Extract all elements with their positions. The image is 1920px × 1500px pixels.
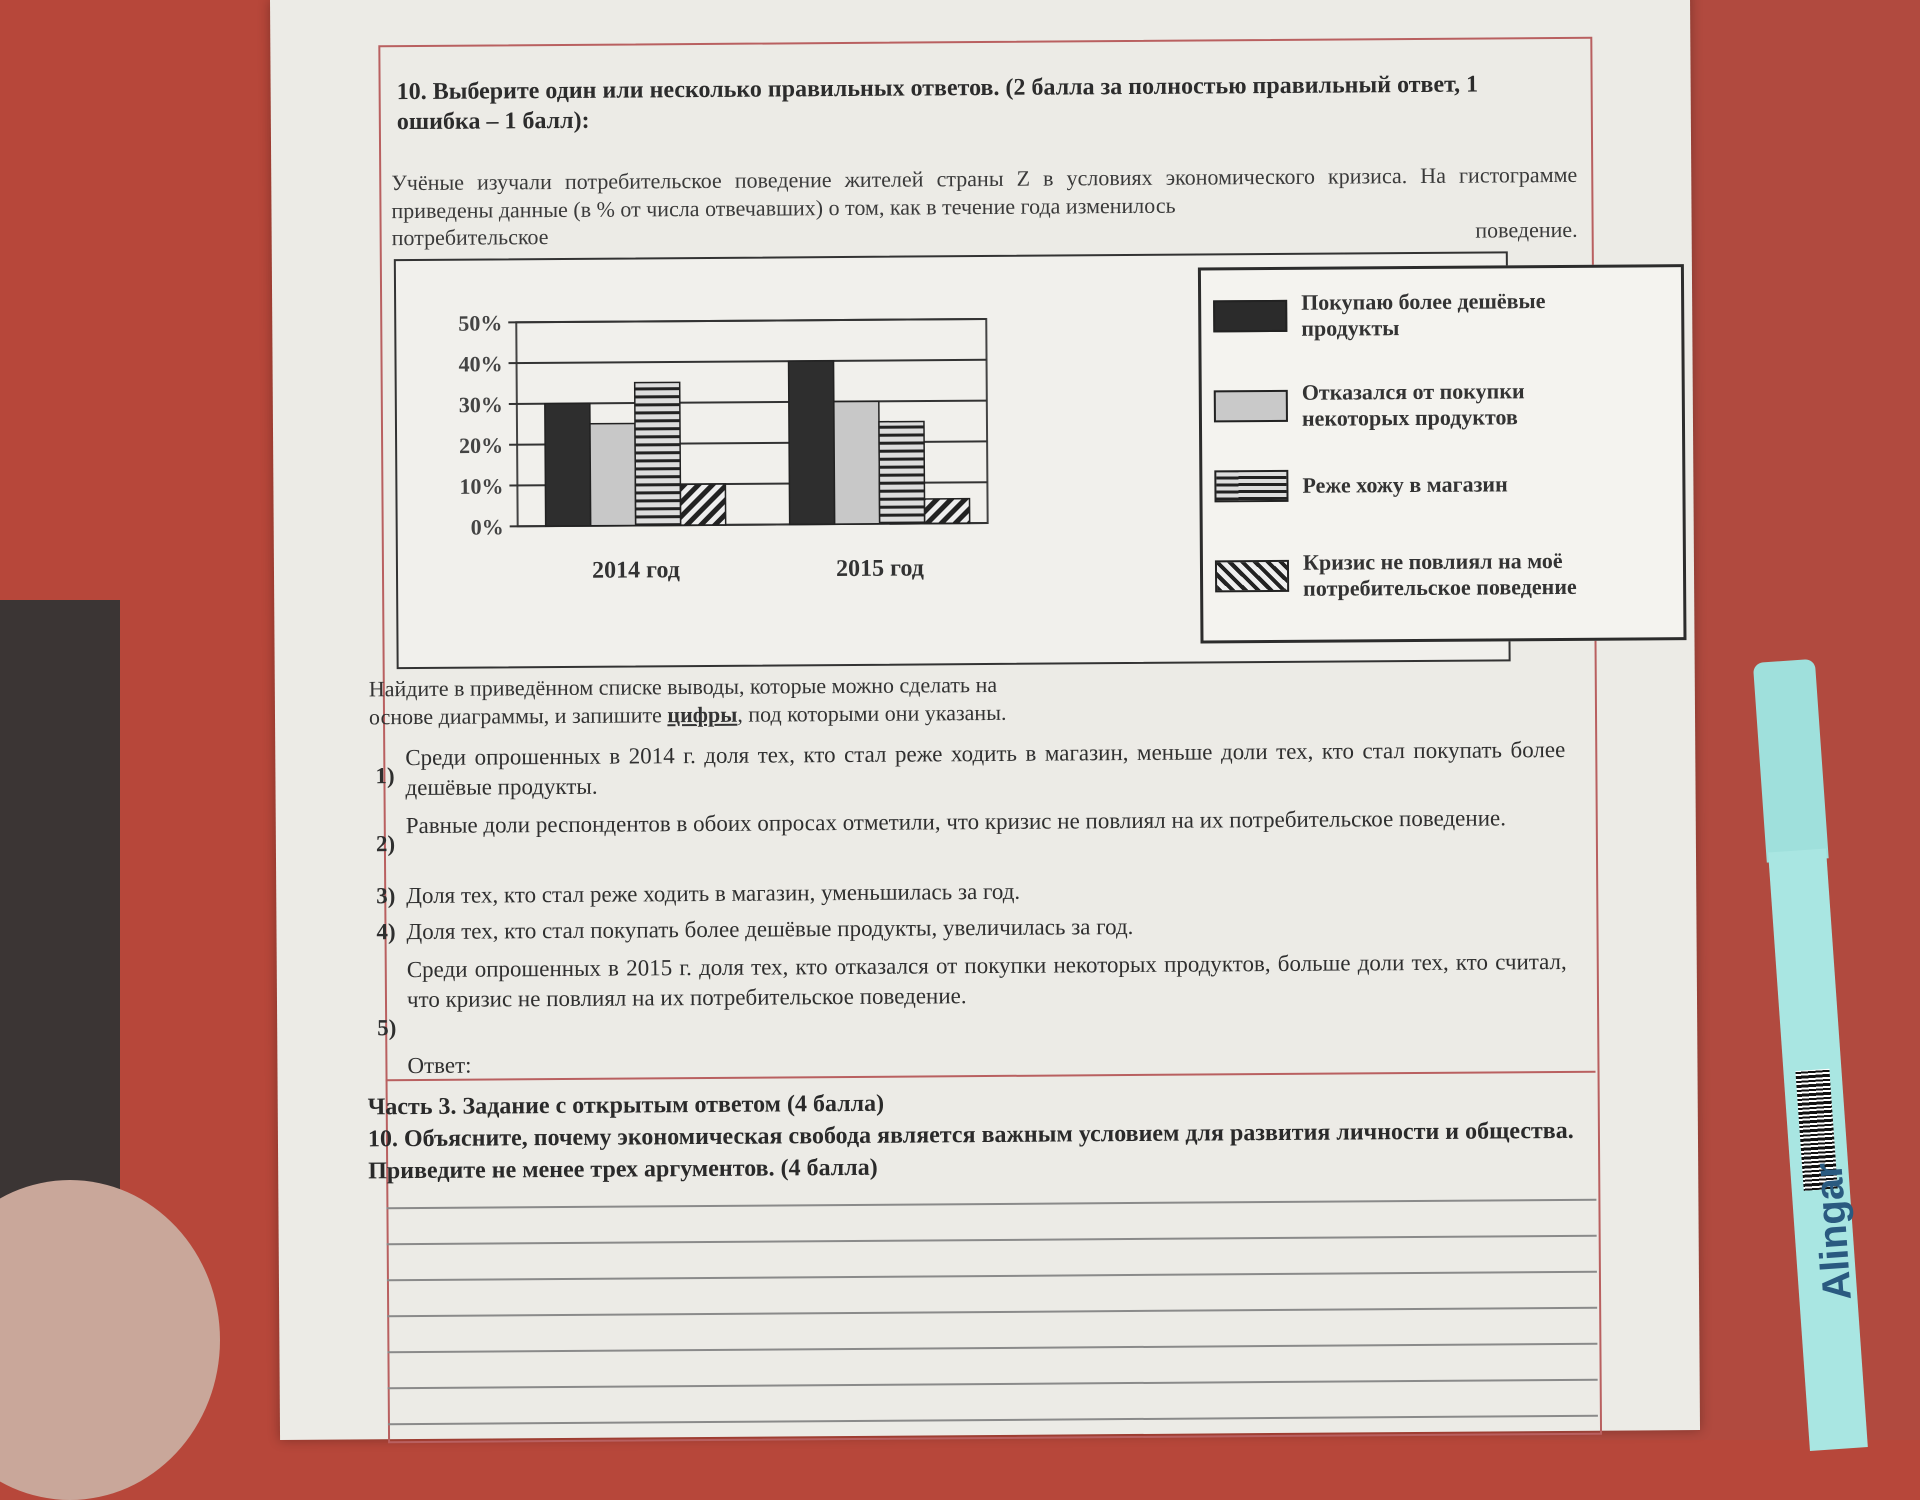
legend-swatch-diagonal bbox=[1215, 560, 1289, 593]
option-number: 4) bbox=[376, 919, 396, 945]
y-tick-label: 20% bbox=[459, 432, 504, 459]
bar bbox=[924, 499, 969, 524]
legend-label: Реже хожу в магазин bbox=[1302, 471, 1508, 498]
option-2 bbox=[376, 803, 1576, 873]
legend-item-no-effect bbox=[1215, 547, 1633, 602]
legend-item-refused bbox=[1214, 378, 1622, 433]
y-tick-label: 0% bbox=[470, 514, 504, 540]
bar bbox=[834, 401, 880, 524]
option-text: Доля тех, кто стал покупать более дешёвые продукты, увеличилась за год. bbox=[406, 913, 1134, 945]
histogram-chart bbox=[396, 256, 1199, 662]
task-line2-bold: цифры bbox=[667, 701, 738, 728]
part3-question: 10. Объясните, почему экономическая свобода является важным условием для развития личности и общества. Приведите не менее трех аргументов. (4 балла) bbox=[367, 1117, 1574, 1185]
gridline bbox=[509, 360, 987, 363]
x-category-label: 2014 год bbox=[592, 557, 680, 584]
option-1 bbox=[375, 735, 1575, 805]
y-tick-label: 50% bbox=[458, 310, 503, 336]
part3-block bbox=[368, 1083, 1609, 1188]
option-text: Равные доли респондентов в обоих опросах отметили, что кризис не повлиял на их потребительское поведение. bbox=[405, 805, 1506, 839]
option-number: 2) bbox=[375, 831, 396, 857]
task-line2-post: , под которыми они указаны. bbox=[737, 699, 1007, 727]
legend-label: Отказался от покупки некоторых продуктов bbox=[1301, 378, 1525, 431]
bar bbox=[635, 382, 681, 525]
gridline bbox=[508, 319, 986, 322]
legend-swatch-striped bbox=[1214, 470, 1288, 503]
y-tick-label: 10% bbox=[459, 473, 504, 499]
intro-left-word: потребительское bbox=[391, 224, 549, 251]
bar bbox=[680, 484, 725, 525]
option-number: 5) bbox=[377, 1015, 397, 1041]
part3-heading: Часть 3. Задание с открытым ответом (4 балла) bbox=[367, 1090, 885, 1121]
option-5 bbox=[377, 947, 1578, 1047]
task-instruction bbox=[369, 667, 1569, 731]
bar bbox=[590, 423, 636, 525]
pen-brand: Alingar bbox=[1806, 1161, 1860, 1302]
legend-swatch-dark bbox=[1213, 300, 1287, 333]
legend-item-less-shopping bbox=[1214, 468, 1622, 503]
x-category-label: 2015 год bbox=[836, 555, 924, 583]
worksheet-page bbox=[270, 0, 1700, 1440]
bar bbox=[789, 361, 835, 525]
legend-label: Покупаю более дешёвые продукты bbox=[1301, 288, 1546, 341]
option-text: Среди опрошенных в 2014 г. доля тех, кто стал реже ходить в магазин, меньше доли тех, кто стал покупать более дешёвые продукты. bbox=[405, 736, 1566, 801]
option-text: Среди опрошенных в 2015 г. доля тех, кто отказался от покупки некоторых продуктов, больше доли тех, кто считал, что кризис не повлиял на их потребительское поведение. bbox=[406, 948, 1567, 1013]
task-line2-pre: основе диаграммы, и запишите bbox=[368, 702, 668, 730]
bar bbox=[879, 421, 925, 523]
y-tick-label: 30% bbox=[458, 391, 503, 418]
chart-legend bbox=[1198, 264, 1687, 643]
intro-right-word: поведение. bbox=[1475, 216, 1578, 243]
question-title: 10. Выберите один или несколько правильных ответов. (2 балла за полностью правильный ответ, 1 ошибка – 1 балл): bbox=[396, 71, 1479, 136]
question-intro: Учёные изучали потребительское поведение жителей страны Z в условиях экономического кризиса. На гистограмме приведены данные (в % от числа отвечавших) о том, как в течение года изменилось bbox=[391, 161, 1578, 224]
task-line1: Найдите в приведённом списке выводы, которые можно сделать на bbox=[368, 671, 998, 702]
answer-label: Ответ: bbox=[407, 1052, 472, 1079]
legend-label: Кризис не повлиял на моё потребительское поведение bbox=[1302, 547, 1577, 601]
legend-swatch-light bbox=[1214, 390, 1288, 423]
option-number: 1) bbox=[375, 763, 395, 789]
legend-item-cheaper bbox=[1213, 288, 1621, 343]
y-tick-label: 40% bbox=[458, 351, 503, 377]
option-text: Доля тех, кто стал реже ходить в магазин, уменьшилась за год. bbox=[406, 878, 1021, 909]
option-number: 3) bbox=[376, 883, 396, 909]
hand bbox=[0, 1180, 220, 1500]
bar bbox=[545, 403, 591, 526]
